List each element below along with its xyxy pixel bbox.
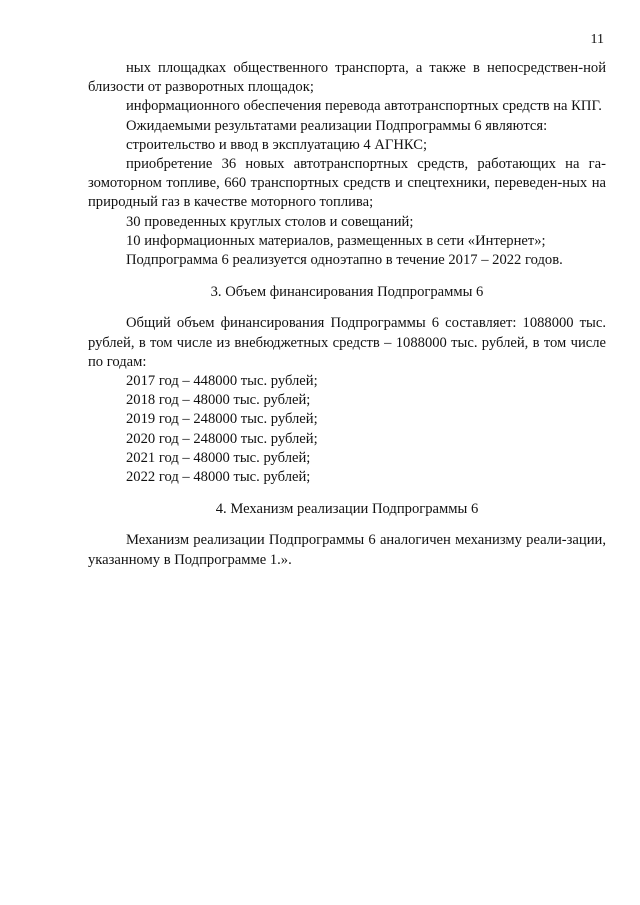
financing-year-2017: 2017 год – 448000 тыс. рублей; — [126, 373, 318, 390]
paragraph-info-materials: 10 информационных материалов, размещенных в сети «Интернет»; — [126, 232, 546, 249]
financing-year-2018: 2018 год – 48000 тыс. рублей; — [126, 392, 311, 409]
page-number: 11 — [590, 32, 604, 47]
financing-year-2021: 2021 год – 48000 тыс. рублей; — [126, 449, 311, 466]
paragraph-info-support: информационного обеспечения перевода автотранспортных средств на КПГ. — [126, 98, 602, 115]
section-4-heading: 4. Механизм реализации Подпрограммы 6 — [215, 501, 479, 518]
paragraph-construction: строительство и ввод в эксплуатацию 4 АГНКС; — [126, 136, 428, 153]
section-3-heading: 3. Объем финансирования Подпрограммы 6 — [210, 284, 484, 301]
document-body — [88, 59, 606, 570]
paragraph-round-tables: 30 проведенных круглых столов и совещаний; — [126, 213, 414, 230]
paragraph-expected-results: Ожидаемыми результатами реализации Подпрограммы 6 являются: — [126, 117, 548, 134]
financing-year-2020: 2020 год – 248000 тыс. рублей; — [126, 430, 318, 447]
paragraph-acquisition: приобретение 36 новых автотранспортных средств, работающих на га-зомоторном топливе, 660 транспортных средств и спецтехники, переведен-ных на природный газ в качестве моторного топлива; — [88, 156, 606, 211]
financing-year-2019: 2019 год – 248000 тыс. рублей; — [126, 411, 318, 428]
paragraph-implementation-period: Подпрограмма 6 реализуется одноэтапно в течение 2017 – 2022 годов. — [126, 252, 563, 269]
financing-year-2022: 2022 год – 48000 тыс. рублей; — [126, 469, 311, 486]
paragraph-platforms: ных площадках общественного транспорта, а также в непосредствен-ной близости от разворотных площадок; — [88, 60, 606, 96]
financing-intro: Общий объем финансирования Подпрограммы 6 составляет: 1088000 тыс. рублей, в том числе из внебюджетных средств – 1088000 тыс. рублей, в том числе по годам: — [88, 315, 606, 370]
mechanism-text: Механизм реализации Подпрограммы 6 аналогичен механизму реали-зации, указанному в Подпрограмме 1.». — [88, 532, 606, 568]
